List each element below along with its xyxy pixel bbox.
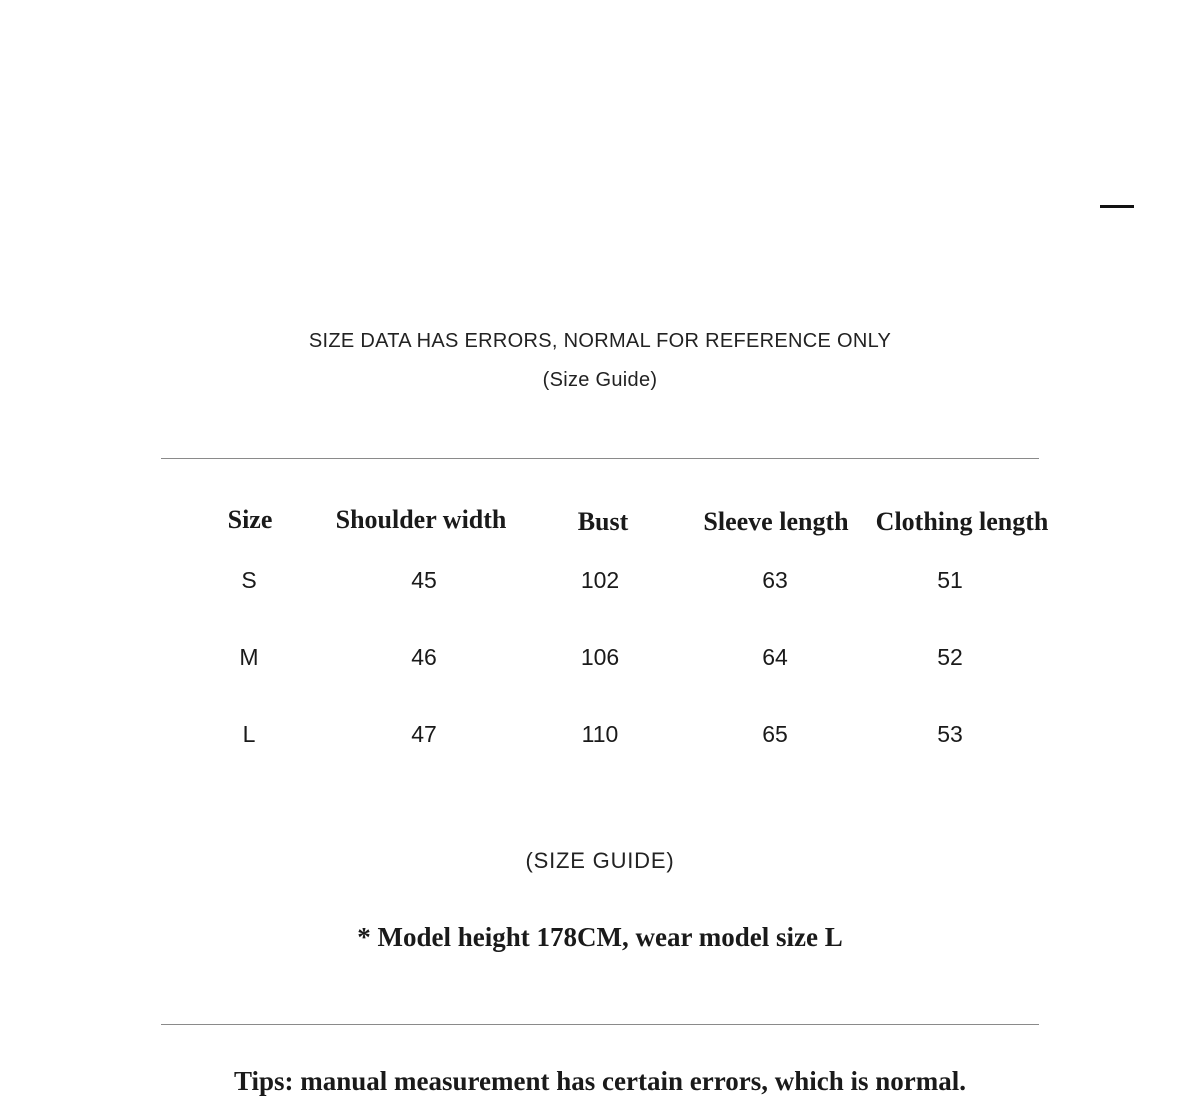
table-cell-shoulder-width: 47 <box>411 721 437 747</box>
model-height-note: * Model height 178CM, wear model size L <box>357 922 843 952</box>
table-cell-sleeve-length: 64 <box>762 644 788 670</box>
table-cell-shoulder-width: 46 <box>411 644 437 670</box>
table-cell-size: L <box>242 721 256 747</box>
column-header-shoulder-width: Shoulder width <box>335 505 507 534</box>
column-header-size: Size <box>227 505 273 534</box>
column-header-bust: Bust <box>577 507 629 536</box>
bottom-divider <box>161 1024 1039 1025</box>
column-header-sleeve-length: Sleeve length <box>703 507 849 536</box>
table-cell-size: S <box>241 567 257 593</box>
table-cell-clothing-length: 52 <box>937 644 963 670</box>
table-cell-bust: 106 <box>580 644 620 670</box>
table-cell-bust: 110 <box>581 721 619 747</box>
table-cell-clothing-length: 53 <box>937 721 963 747</box>
size-guide-label: (SIZE GUIDE) <box>525 848 675 873</box>
table-cell-size: M <box>239 644 259 670</box>
table-cell-shoulder-width: 45 <box>411 567 437 593</box>
column-header-clothing-length: Clothing length <box>875 507 1049 536</box>
size-notice: SIZE DATA HAS ERRORS, NORMAL FOR REFERENCE ONLY <box>308 330 892 352</box>
measurement-tips: Tips: manual measurement has certain errors, which is normal. <box>234 1066 966 1096</box>
table-cell-clothing-length: 51 <box>937 567 963 593</box>
table-cell-sleeve-length: 65 <box>762 721 788 747</box>
table-cell-sleeve-length: 63 <box>762 567 788 593</box>
size-guide-subtitle: (Size Guide) <box>542 369 658 391</box>
table-cell-bust: 102 <box>580 567 620 593</box>
